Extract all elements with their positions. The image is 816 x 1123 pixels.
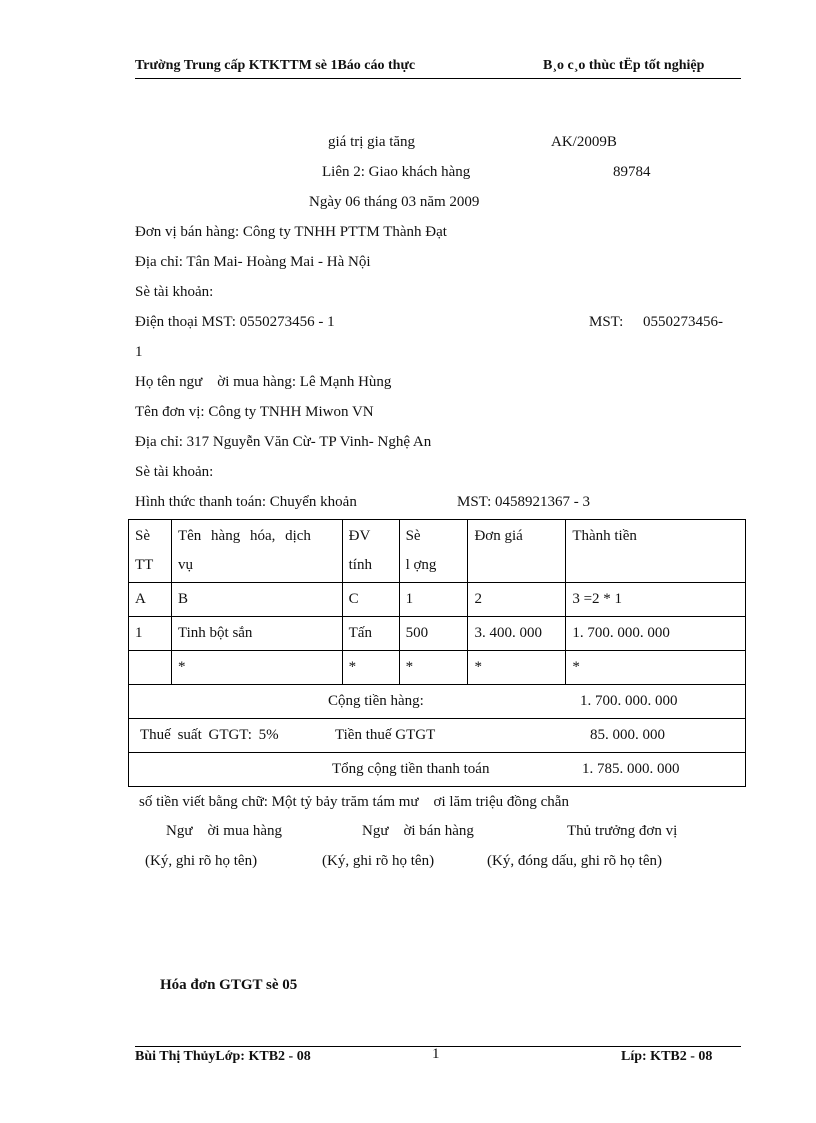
header-left: Trường Trung cấp KTKTTM sè 1Báo cáo thực	[135, 58, 416, 73]
vat-row	[129, 719, 746, 753]
signature-head-title: Thủ trưởng đơn vị	[567, 823, 678, 839]
table-cell: *	[566, 651, 746, 685]
vat-cell	[129, 719, 746, 753]
header-unit-price: Đơn giá	[468, 520, 566, 583]
table-cell: 1	[399, 583, 468, 617]
table-row	[129, 583, 746, 617]
table-header-row	[129, 520, 746, 583]
amount-in-words: số tiền viết bằng chữ: Một tỷ bảy trăm tám mư ơi lăm triệu đồng chẵn	[139, 794, 569, 810]
header-stt: Sè TT	[129, 520, 172, 583]
table-cell: C	[342, 583, 399, 617]
total-row	[129, 753, 746, 787]
table-cell: B	[171, 583, 342, 617]
header-unit: ĐV tính	[342, 520, 399, 583]
invoice-series: AK/2009B	[551, 134, 617, 150]
vat-label: Tiền thuế GTGT	[335, 727, 436, 743]
total-cell	[129, 753, 746, 787]
buyer-payment: Hình thức thanh toán: Chuyển khoản	[135, 494, 357, 510]
table-cell: 1. 700. 000. 000	[566, 617, 746, 651]
table-cell: 2	[468, 583, 566, 617]
table-cell	[129, 651, 172, 685]
buyer-mst: MST: 0458921367 - 3	[457, 494, 591, 510]
table-cell: 3. 400. 000	[468, 617, 566, 651]
buyer-account: Sè tài khoản:	[135, 464, 214, 480]
total-value: 1. 785. 000. 000	[582, 761, 680, 777]
signature-buyer-title: Ngư ời mua hàng	[166, 823, 283, 839]
header-right: B¸o c¸o thùc tËp tốt nghiệp	[543, 58, 705, 73]
seller-unit: Đơn vị bán hàng: Công ty TNHH PTTM Thành Đạt	[135, 224, 447, 240]
caption: Hóa đơn GTGT sè 05	[160, 977, 298, 993]
table-cell: Tinh bột sắn	[171, 617, 342, 651]
buyer-address: Địa chỉ: 317 Nguyễn Văn Cừ- TP Vinh- Nghệ An	[135, 434, 432, 450]
footer-right: Líp: KTB2 - 08	[621, 1049, 713, 1064]
table-row	[129, 651, 746, 685]
header-quantity: Sè l ợng	[399, 520, 468, 583]
seller-phone: Điện thoại MST: 0550273456 - 1	[135, 314, 335, 330]
table-cell: *	[171, 651, 342, 685]
header-rule	[135, 78, 741, 79]
table-cell: 3 =2 * 1	[566, 583, 746, 617]
seller-account: Sè tài khoản:	[135, 284, 214, 300]
table-cell: A	[129, 583, 172, 617]
table-cell: *	[399, 651, 468, 685]
signature-seller-note: (Ký, ghi rõ họ tên)	[322, 853, 435, 869]
signature-seller-title: Ngư ời bán hàng	[362, 823, 474, 839]
seller-mst-value: 0550273456-	[643, 314, 723, 330]
table-cell: Tấn	[342, 617, 399, 651]
seller-address: Địa chỉ: Tân Mai- Hoàng Mai - Hà Nội	[135, 254, 371, 270]
table-row	[129, 617, 746, 651]
vat-value: 85. 000. 000	[590, 727, 665, 743]
invoice-date: Ngày 06 tháng 03 năm 2009	[309, 194, 480, 210]
page-number: 1	[432, 1046, 440, 1062]
invoice-title-line: giá trị gia tăng	[328, 134, 416, 150]
header-item-name: Tên hàng hóa, dịch vụ	[171, 520, 342, 583]
table-cell: *	[468, 651, 566, 685]
seller-mst-wrap: 1	[135, 344, 143, 360]
subtotal-row	[129, 685, 746, 719]
table-cell: *	[342, 651, 399, 685]
buyer-name: Họ tên ngư ời mua hàng: Lê Mạnh Hùng	[135, 374, 392, 390]
invoice-copy-line: Liên 2: Giao khách hàng	[322, 164, 471, 180]
table-cell: 500	[399, 617, 468, 651]
header-amount: Thành tiền	[566, 520, 746, 583]
signature-head-note: (Ký, đóng dấu, ghi rõ họ tên)	[487, 853, 662, 869]
footer-left: Bùi Thị ThủyLớp: KTB2 - 08	[135, 1049, 311, 1064]
vat-rate: Thuế suất GTGT: 5%	[140, 727, 279, 743]
total-label: Tổng cộng tiền thanh toán	[332, 761, 490, 777]
signature-buyer-note: (Ký, ghi rõ họ tên)	[145, 853, 258, 869]
invoice-number: 89784	[613, 164, 651, 180]
seller-mst-label: MST:	[589, 314, 624, 330]
subtotal-cell	[129, 685, 746, 719]
subtotal-value: 1. 700. 000. 000	[580, 693, 678, 709]
subtotal-label: Cộng tiền hàng:	[328, 693, 424, 709]
buyer-unit: Tên đơn vị: Công ty TNHH Miwon VN	[135, 404, 374, 420]
invoice-table	[128, 519, 746, 787]
table-cell: 1	[129, 617, 172, 651]
